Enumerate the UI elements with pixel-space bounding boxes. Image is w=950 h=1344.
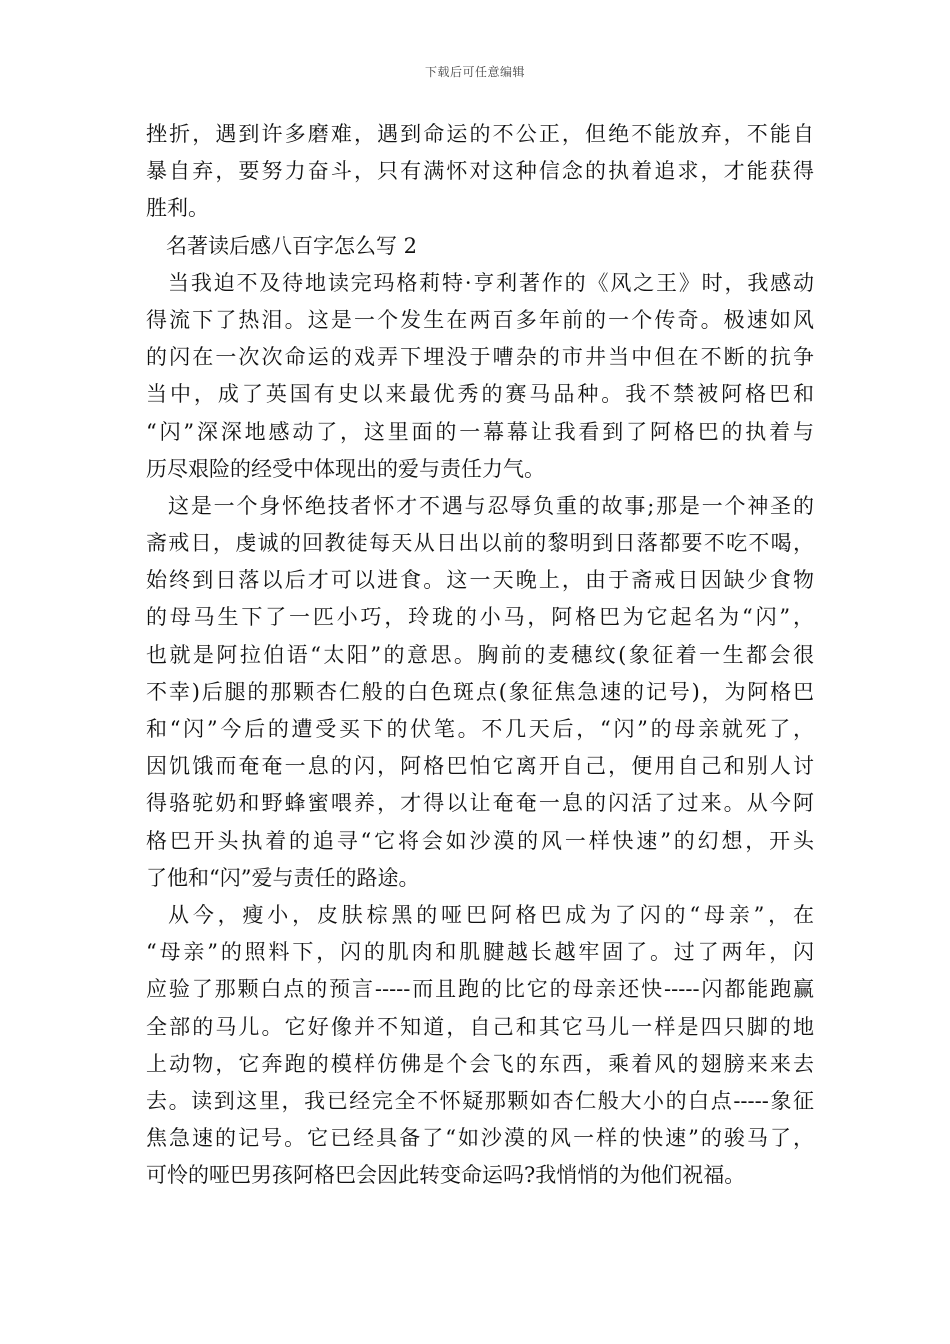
text-line: 和“闪”今后的遭受买下的伏笔。不几天后，“闪”的母亲就死了， <box>146 717 814 741</box>
text-line: 历尽艰险的经受中体现出的爱与责任力气。 <box>146 456 545 481</box>
text-line: 当中，成了英国有史以来最优秀的赛马品种。我不禁被阿格巴和 <box>146 382 814 407</box>
text-line: 挫折，遇到许多磨难，遇到命运的不公正，但绝不能放弃，不能自 <box>146 122 814 146</box>
text-line: 斋戒日，虔诚的回教徒每天从日出以前的黎明到日落都要不吃不喝， <box>146 531 814 556</box>
text-line: 上动物，它奔跑的模样仿佛是个会飞的东西，乘着风的翅膀来来去 <box>146 1051 814 1076</box>
text-line: “闪”深深地感动了，这里面的一幕幕让我看到了阿格巴的执着与 <box>146 419 814 444</box>
text-line: 格巴开头执着的追寻“它将会如沙漠的风一样快速”的幻想，开头 <box>146 828 814 853</box>
text-line: 不幸)后腿的那颗杏仁般的白色斑点(象征焦急速的记号)，为阿格巴 <box>146 679 814 704</box>
text-line: 这是一个身怀绝技者怀才不遇与忍辱负重的故事;那是一个神圣的 <box>168 493 814 518</box>
text-line: 从今，瘦小，皮肤棕黑的哑巴阿格巴成为了闪的“母亲”，在 <box>168 902 814 927</box>
text-line: 也就是阿拉伯语“太阳”的意思。胸前的麦穗纹(象征着一生都会很 <box>146 642 814 667</box>
text-line: 因饥饿而奄奄一息的闪，阿格巴怕它离开自己，便用自己和别人讨 <box>146 754 814 779</box>
text-line: 可怜的哑巴男孩阿格巴会因此转变命运吗?我悄悄的为他们祝福。 <box>146 1163 746 1188</box>
text-line: 应验了那颗白点的预言-----而且跑的比它的母亲还快-----闪都能跑赢 <box>146 977 814 1002</box>
text-line: 的闪在一次次命运的戏弄下埋没于嘈杂的市井当中但在不断的抗争 <box>146 345 814 370</box>
text-line: 始终到日落以后才可以进食。这一天晚上，由于斋戒日因缺少食物 <box>146 568 814 593</box>
text-line: 胜利。 <box>146 196 209 221</box>
text-line: 全部的马儿。它好像并不知道，自己和其它马儿一样是四只脚的地 <box>146 1014 814 1039</box>
page-header: 下载后可任意编辑 <box>424 65 525 79</box>
text-line: 暴自弃，要努力奋斗，只有满怀对这种信念的执着追求，才能获得 <box>146 159 814 184</box>
text-line: 得骆驼奶和野蜂蜜喂养，才得以让奄奄一息的闪活了过来。从今阿 <box>146 791 814 816</box>
text-line: 得流下了热泪。这是一个发生在两百多年前的一个传奇。极速如风 <box>146 307 814 332</box>
document-body <box>146 116 814 1194</box>
text-line: 当我迫不及待地读完玛格莉特·亨利著作的《风之王》时，我感动 <box>168 270 814 295</box>
text-line: 了他和“闪”爱与责任的路途。 <box>146 865 420 890</box>
text-line: 的母马生下了一匹小巧，玲珑的小马，阿格巴为它起名为“闪”， <box>146 605 814 630</box>
text-line: 焦急速的记号。它已经具备了“如沙漠的风一样的快速”的骏马了， <box>146 1126 814 1151</box>
section-heading: 名著读后感八百字怎么写 2 <box>166 233 418 258</box>
text-line: “母亲”的照料下，闪的肌肉和肌腱越长越牢固了。过了两年，闪 <box>146 940 814 965</box>
text-line: 去。读到这里，我已经完全不怀疑那颗如杏仁般大小的白点-----象征 <box>146 1088 814 1113</box>
